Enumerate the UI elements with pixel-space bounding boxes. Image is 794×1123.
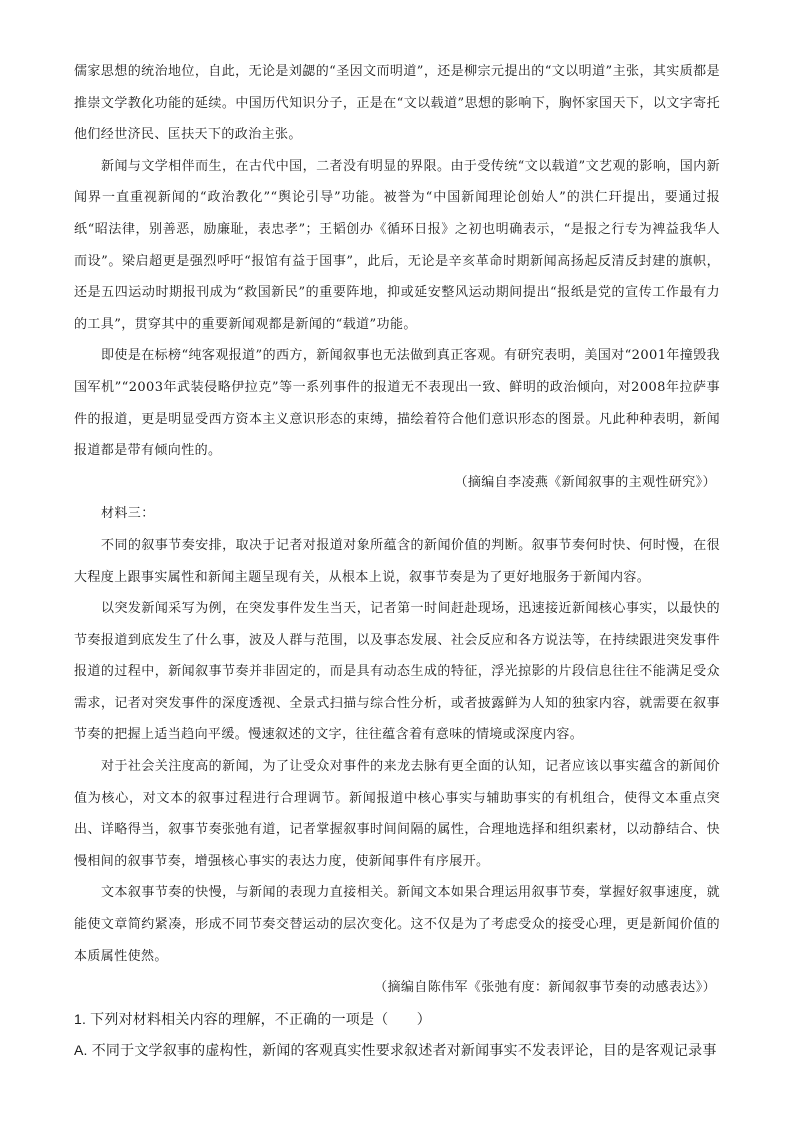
question-option-a: A. 不同于文学叙事的虚构性，新闻的客观真实性要求叙述者对新闻事实不发表评论，目的是客观记录事 bbox=[74, 1042, 717, 1059]
material3-paragraph-1: 不同的叙事节奏安排，取决于记者对报道对象所蕴含的新闻价值的判断。叙事节奏何时快、何时慢，在很大程度上跟事实属性和新闻主题呈现有关，从根本上说，叙事节奏是为了更好地服务于新闻内容。 bbox=[74, 537, 720, 585]
document-page bbox=[74, 56, 720, 1067]
material2-source: （摘编自李凌燕《新闻叙事的主观性研究》） bbox=[454, 474, 716, 490]
material2-paragraph-2: 新闻与文学相伴而生，在古代中国，二者没有明显的界限。由于受传统“文以载道”文艺观的影响，国内新闻界一直重视新闻的“政治教化”“舆论引导”功能。被誉为“中国新闻理论创始人”的洪仁玕提出，要通过报纸“昭法律，别善恶，励廉耻，表忠孝”；王韬创办《循环日报》之初也明确表示，“是报之行专为裨益我华人而设”。梁启超更是强烈呼吁“报馆有益于国事”，此后，无论是辛亥革命时期新闻高扬起反清反封建的旗帜，还是五四运动时期报刊成为“救国新民”的重要阵地，抑或延安整风运动期间提出“报纸是党的宣传工作最有力的工具”，贯穿其中的重要新闻观都是新闻的“载道”功能。 bbox=[74, 158, 720, 332]
material3-source: （摘编自陈伟军《张弛有度：新闻叙事节奏的动感表达》） bbox=[374, 980, 716, 996]
material3-paragraph-4: 文本叙事节奏的快慢，与新闻的表现力直接相关。新闻文本如果合理运用叙事节奏，掌握好叙事速度，就能使文章简约紧凑，形成不同节奏交替运动的层次变化。这不仅是为了考虑受众的接受心理，更是新闻价值的本质属性使然。 bbox=[74, 885, 720, 964]
material3-paragraph-3: 对于社会关注度高的新闻，为了让受众对事件的来龙去脉有更全面的认知，记者应该以事实蕴含的新闻价值为核心，对文本的叙事过程进行合理调节。新闻报道中核心事实与辅助事实的有机组合，使得文本重点突出、详略得当，叙事节奏张弛有道，记者掌握叙事时间间隔的属性，合理地选择和组织素材，以动静结合、快慢相间的叙事节奏，增强核心事实的表达力度，使新闻事件有序展开。 bbox=[74, 759, 720, 869]
question-stem: 1. 下列对材料相关内容的理解，不正确的一项是（ ） bbox=[74, 1010, 431, 1027]
material2-paragraph-3: 即使是在标榜“纯客观报道”的西方，新闻叙事也无法做到真正客观。有研究表明，美国对“2001年撞毁我国军机”“2003年武装侵略伊拉克”等一系列事件的报道无不表现出一致、鲜明的政治倾向，对2008年拉萨事件的报道，更是明显受西方资本主义意识形态的束缚，描绘着符合他们意识形态的图景。凡此种种表明，新闻报道都是带有倾向性的。 bbox=[74, 348, 721, 459]
material3-paragraph-2: 以突发新闻采写为例，在突发事件发生当天，记者第一时间赶赴现场，迅速接近新闻核心事实，以最快的节奏报道到底发生了什么事，波及人群与范围，以及事态发展、社会反应和各方说法等，在持续跟进突发事件报道的过程中，新闻叙事节奏并非固定的，而是具有动态生成的特征，浮光掠影的片段信息往往不能满足受众需求，记者对突发事件的深度透视、全景式扫描与综合性分析，或者披露鲜为人知的独家内容，就需要在叙事节奏的把握上适当趋向平缓。慢速叙述的文字，往往蕴含着有意味的情境或深度内容。 bbox=[74, 601, 720, 743]
material2-paragraph-continued: 儒家思想的统治地位，自此，无论是刘勰的“圣因文而明道”，还是柳宗元提出的“文以明道”主张，其实质都是推崇文学教化功能的延续。中国历代知识分子，正是在“文以载道”思想的影响下，胸怀家国天下，以文字寄托他们经世济民、匡扶天下的政治主张。 bbox=[74, 64, 720, 143]
material3-heading: 材料三： bbox=[101, 506, 155, 522]
